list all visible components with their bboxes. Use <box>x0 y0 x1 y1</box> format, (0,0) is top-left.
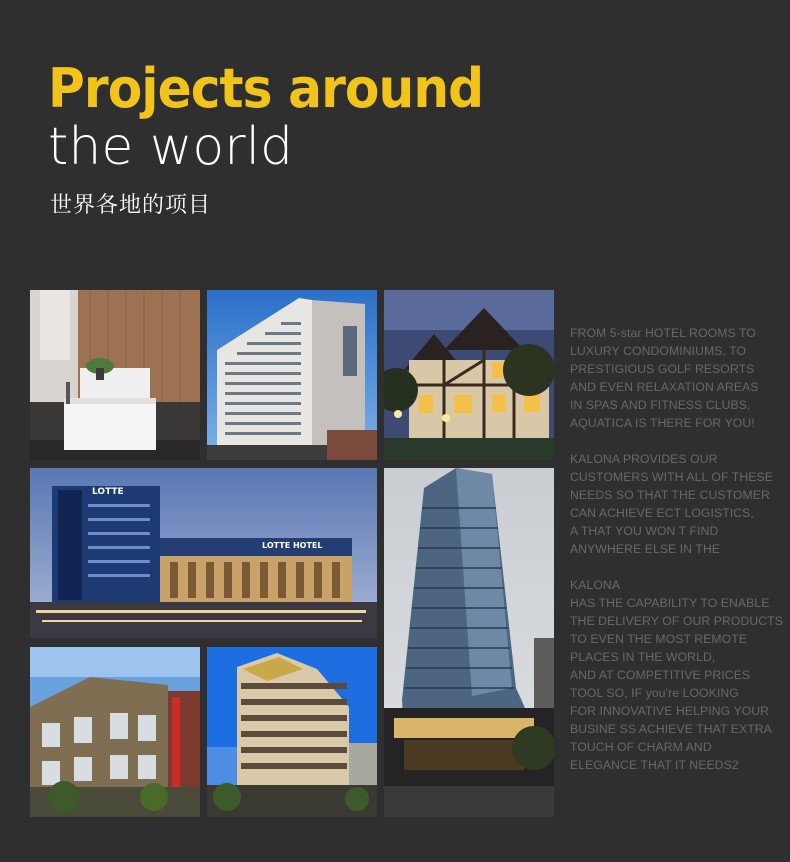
description-line: THE DELIVERY OF OUR PRODUCTS <box>570 614 783 628</box>
glass-skyscraper-photo <box>384 468 554 817</box>
description-line: TOOL SO, IF you're LOOKING <box>570 686 739 700</box>
chinese-subtitle: 世界各地的项目 <box>50 192 212 217</box>
tudor-house-night-photo <box>384 290 554 460</box>
description-line: ANYWHERE ELSE IN THE <box>570 542 721 556</box>
description-line: ELEGANCE THAT IT NEEDS2 <box>570 758 739 772</box>
lotte-tower-sign: LOTTE <box>92 487 124 497</box>
description-line: FROM 5-star HOTEL ROOMS TO <box>570 326 756 340</box>
lotte-hotel-sign: LOTTE HOTEL <box>262 541 323 550</box>
description-line: TOUCH OF CHARM AND <box>570 740 712 754</box>
description-line: AND AT COMPETITIVE PRICES <box>570 668 751 682</box>
description-line: TO EVEN THE MOST REMOTE <box>570 632 748 646</box>
description-line: CUSTOMERS WITH ALL OF THESE <box>570 470 773 484</box>
paragraph-gap <box>570 558 790 576</box>
description-line: LUXURY CONDOMINIUMS, TO <box>570 344 747 358</box>
description-line: AQUATICA IS THERE FOR YOU! <box>570 416 755 430</box>
hotel-tower-photo <box>207 290 377 460</box>
description-line: BUSINE SS ACHIEVE THAT EXTRA <box>570 722 772 736</box>
description-line: KALONA PROVIDES OUR <box>570 452 718 466</box>
townhouses-photo <box>30 647 200 817</box>
description-line: FOR INNOVATIVE HELPING YOUR <box>570 704 770 718</box>
description-text <box>570 324 790 774</box>
description-line: NEEDS SO THAT THE CUSTOMER <box>570 488 770 502</box>
description-line: AND EVEN RELAXATION AREAS <box>570 380 759 394</box>
paragraph-gap <box>570 432 790 450</box>
lotte-hotel-photo <box>30 468 377 638</box>
description-line: A THAT YOU WON T FIND <box>570 524 719 538</box>
description-line: IN SPAS AND FITNESS CLUBS, <box>570 398 751 412</box>
description-line: PRESTIGIOUS GOLF RESORTS <box>570 362 755 376</box>
title-projects-around: Projects around <box>48 57 484 120</box>
title-the-world: the world <box>48 117 294 177</box>
description-line: PLACES IN THE WORLD, <box>570 650 716 664</box>
description-line: KALONA <box>570 578 621 592</box>
bathroom-sink-photo <box>30 290 200 460</box>
condo-building-photo <box>207 647 377 817</box>
description-line: CAN ACHIEVE ECT LOGISTICS, <box>570 506 754 520</box>
description-line: HAS THE CAPABILITY TO ENABLE <box>570 596 770 610</box>
